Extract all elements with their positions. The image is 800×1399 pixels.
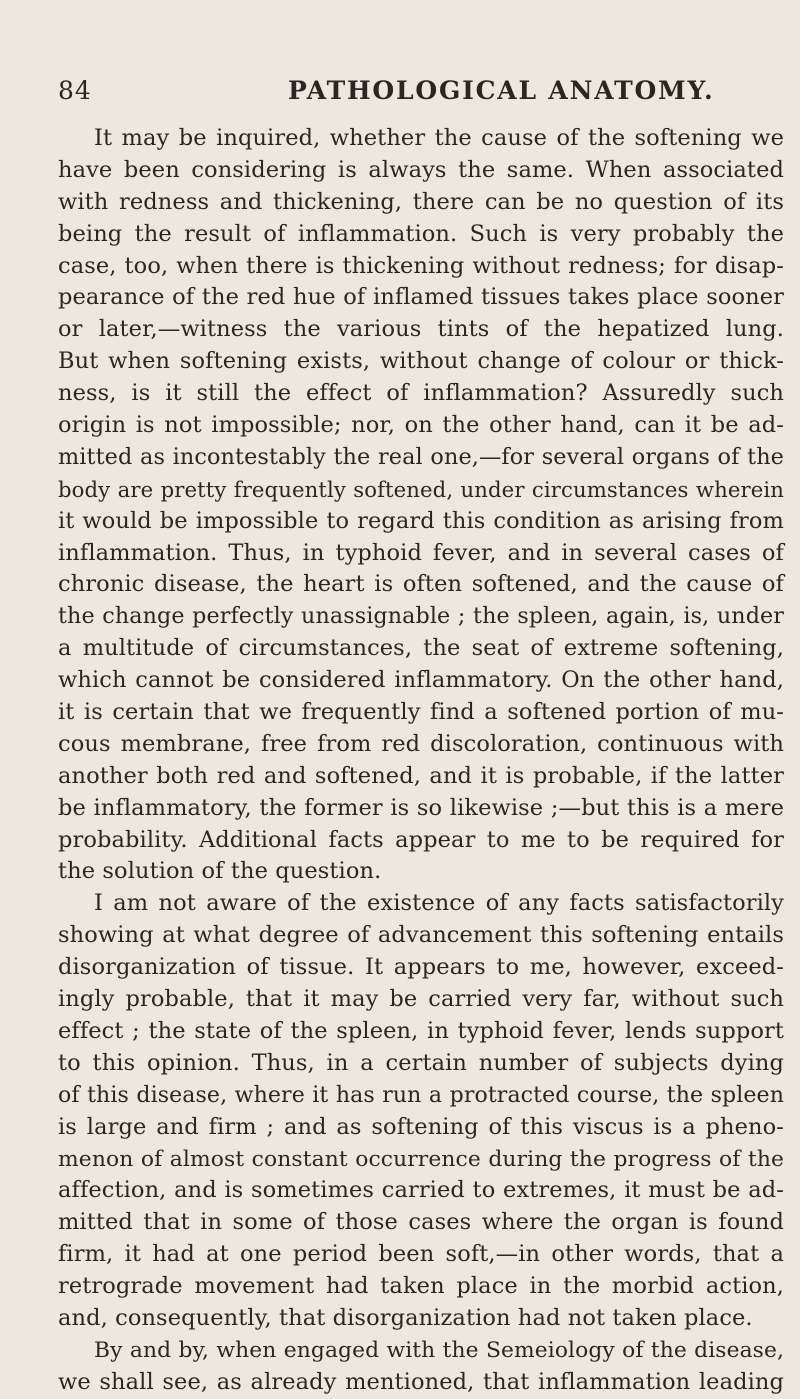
text-line: we shall see, as already mentioned, that inflammation leading	[58, 1368, 784, 1395]
text-line: chronic disease, the heart is often softened, and the cause of	[58, 571, 784, 598]
text-line: or later,—witness the various tints of the hepatized lung.	[58, 316, 784, 343]
text-line: I am not aware of the existence of any facts satisfactorily	[94, 890, 784, 917]
text-line: being the result of inflammation. Such is very probably the	[58, 220, 784, 247]
text-line: it is certain that we frequently find a softened portion of mu-	[58, 699, 784, 726]
text-line: mitted as incontestably the real one,—for several organs of the	[58, 443, 784, 470]
text-line: origin is not impossible; nor, on the other hand, can it be ad-	[58, 412, 784, 439]
text-line: body are pretty frequently softened, under circumstances wherein	[58, 476, 784, 502]
text-line: another both red and softened, and it is probable, if the latter	[58, 762, 784, 789]
text-line: to this opinion. Thus, in a certain number of subjects dying	[58, 1049, 784, 1076]
text-line: firm, it had at one period been soft,—in other words, that a	[58, 1241, 784, 1268]
text-line: the change perfectly unassignable ; the spleen, again, is, under	[58, 603, 784, 630]
text-line: effect ; the state of the spleen, in typhoid fever, lends support	[58, 1017, 784, 1044]
text-line: ness, is it still the effect of inflammation? Assuredly such	[58, 380, 784, 407]
text-line: and, consequently, that disorganization had not taken place.	[58, 1304, 753, 1331]
text-line: disorganization of tissue. It appears to me, however, exceed-	[58, 954, 784, 981]
page-number: 84	[58, 76, 92, 105]
text-line: with redness and thickening, there can be no question of its	[58, 188, 784, 215]
running-title: PATHOLOGICAL ANATOMY.	[288, 76, 715, 105]
text-line: of this disease, where it has run a protracted course, the spleen	[58, 1082, 784, 1108]
text-line: probability. Additional facts appear to me to be required for	[58, 826, 784, 853]
text-line: ingly probable, that it may be carried very far, without such	[58, 986, 784, 1013]
text-line: But when softening exists, without change of colour or thick-	[58, 348, 784, 375]
text-line: affection, and is sometimes carried to extremes, it must be ad-	[58, 1177, 784, 1204]
text-line: a multitude of circumstances, the seat of extreme softening,	[58, 635, 784, 662]
text-line: mitted that in some of those cases where the organ is found	[58, 1209, 784, 1236]
text-line: retrograde movement had taken place in the morbid action,	[58, 1273, 784, 1300]
text-line: showing at what degree of advancement this softening entails	[58, 922, 784, 949]
text-line: which cannot be considered inflammatory. On the other hand,	[58, 667, 784, 694]
text-line: cous membrane, free from red discoloration, continuous with	[58, 730, 784, 757]
text-line: By and by, when engaged with the Semeiology of the disease,	[94, 1337, 784, 1363]
text-line: case, too, when there is thickening without redness; for disap-	[58, 252, 784, 279]
running-head	[58, 76, 784, 108]
text-line: menon of almost constant occurrence during the progress of the	[58, 1146, 784, 1172]
text-line: it would be impossible to regard this condition as arising from	[58, 507, 784, 534]
text-line: is large and firm ; and as softening of this viscus is a pheno-	[58, 1113, 784, 1140]
text-line: the solution of the question.	[58, 858, 382, 885]
text-line: It may be inquired, whether the cause of the softening we	[94, 125, 784, 151]
text-line: inflammation. Thus, in typhoid fever, and in several cases of	[58, 539, 784, 566]
body-text	[58, 123, 784, 1399]
text-line: have been considering is always the same. When associated	[58, 156, 784, 183]
text-line: be inflammatory, the former is so likewise ;—but this is a mere	[58, 794, 784, 821]
text-line: pearance of the red hue of inflamed tissues takes place sooner	[58, 284, 784, 311]
